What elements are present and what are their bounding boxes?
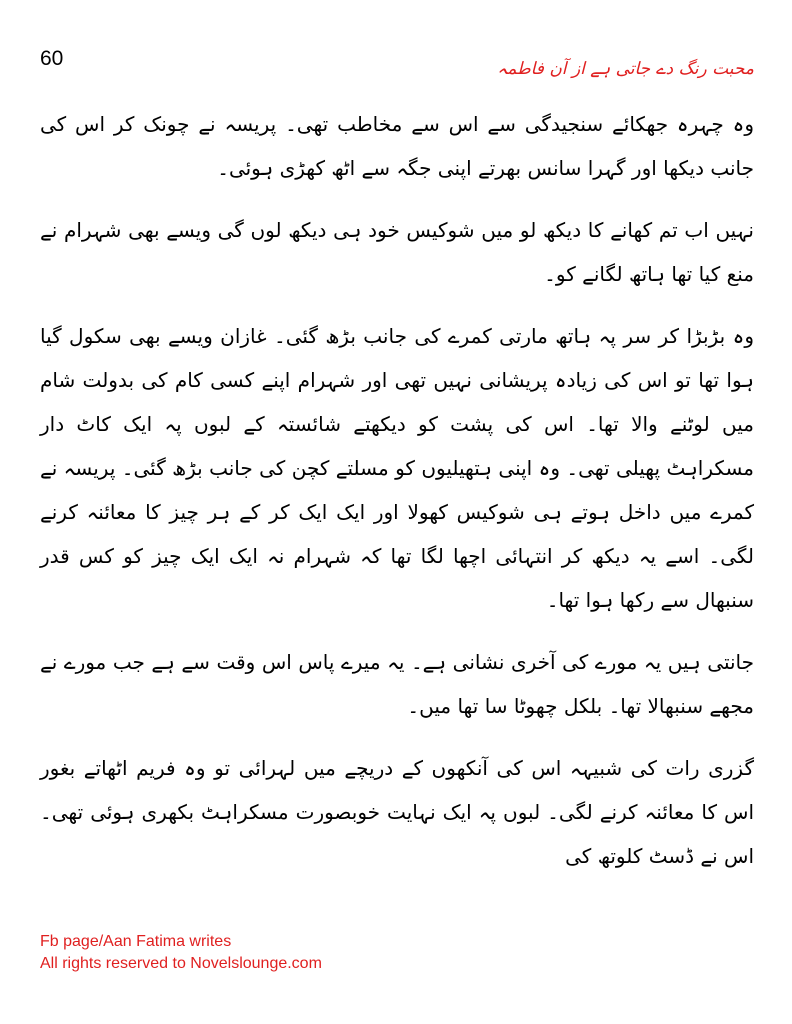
paragraph: نہیں اب تم کھانے کا دیکھ لو میں شوکیس خود ہی دیکھ لوں گی ویسے بھی شہرام نے منع کیا تھا ہاتھ لگانے کو۔ [40, 218, 754, 286]
paragraph: وہ چہرہ جھکائے سنجیدگی سے اس سے مخاطب تھی۔ پریسہ نے چونک کر اس کی جانب دیکھا اور گہرا سانس بھرتے اپنی جگہ سے اٹھ کھڑی ہوئی۔ [40, 112, 754, 180]
body-text [40, 102, 754, 896]
paragraph: جانتی ہیں یہ مورے کی آخری نشانی ہے۔ یہ میرے پاس اس وقت سے ہے جب مورے نے مجھے سنبھالا تھا۔ بلکل چھوٹا سا تھا میں۔ [40, 650, 754, 718]
footer-facebook-credit: Fb page/Aan Fatima writes [40, 933, 232, 950]
paragraph: گزری رات کی شبیہہ اس کی آنکھوں کے دریچے میں لہرائی تو وہ فریم اٹھاتے بغور اس کا معائنہ کرنے لگی۔ لبوں پہ ایک نہایت خوبصورت مسکراہٹ بکھری ہوئی تھی۔ اس نے ڈسٹ کلوتھ کی [40, 756, 754, 868]
page-number: 60 [40, 47, 64, 70]
paragraph: وہ بڑبڑا کر سر پہ ہاتھ مارتی کمرے کی جانب بڑھ گئی۔ غازان ویسے بھی سکول گیا ہوا تھا تو اس کی زیادہ پریشانی نہیں تھی اور شہرام اپنے کسی کام کی بدولت شام میں لوٹنے والا تھا۔ اس کی پشت کو دیکھتے شائستہ کے لبوں پہ ایک کاٹ دار مسکراہٹ پھیلی تھی۔ وہ اپنی ہتھیلیوں کو مسلتے کچن کی جانب بڑھ گئی۔ پریسہ نے کمرے میں داخل ہوتے ہی شوکیس کھولا اور ایک ایک کر کے ہر چیز کا معائنہ کرنے لگی۔ اسے یہ دیکھ کر انتہائی اچھا لگا تھا کہ شہرام نہ ایک ایک چیز کو کس قدر سنبھال سے رکھا ہوا تھا۔ [40, 324, 754, 612]
footer [40, 931, 322, 975]
footer-copyright: All rights reserved to Novelslounge.com [40, 955, 322, 972]
running-title: محبت رنگ دے جاتی ہے از آن فاطمہ [497, 59, 754, 79]
